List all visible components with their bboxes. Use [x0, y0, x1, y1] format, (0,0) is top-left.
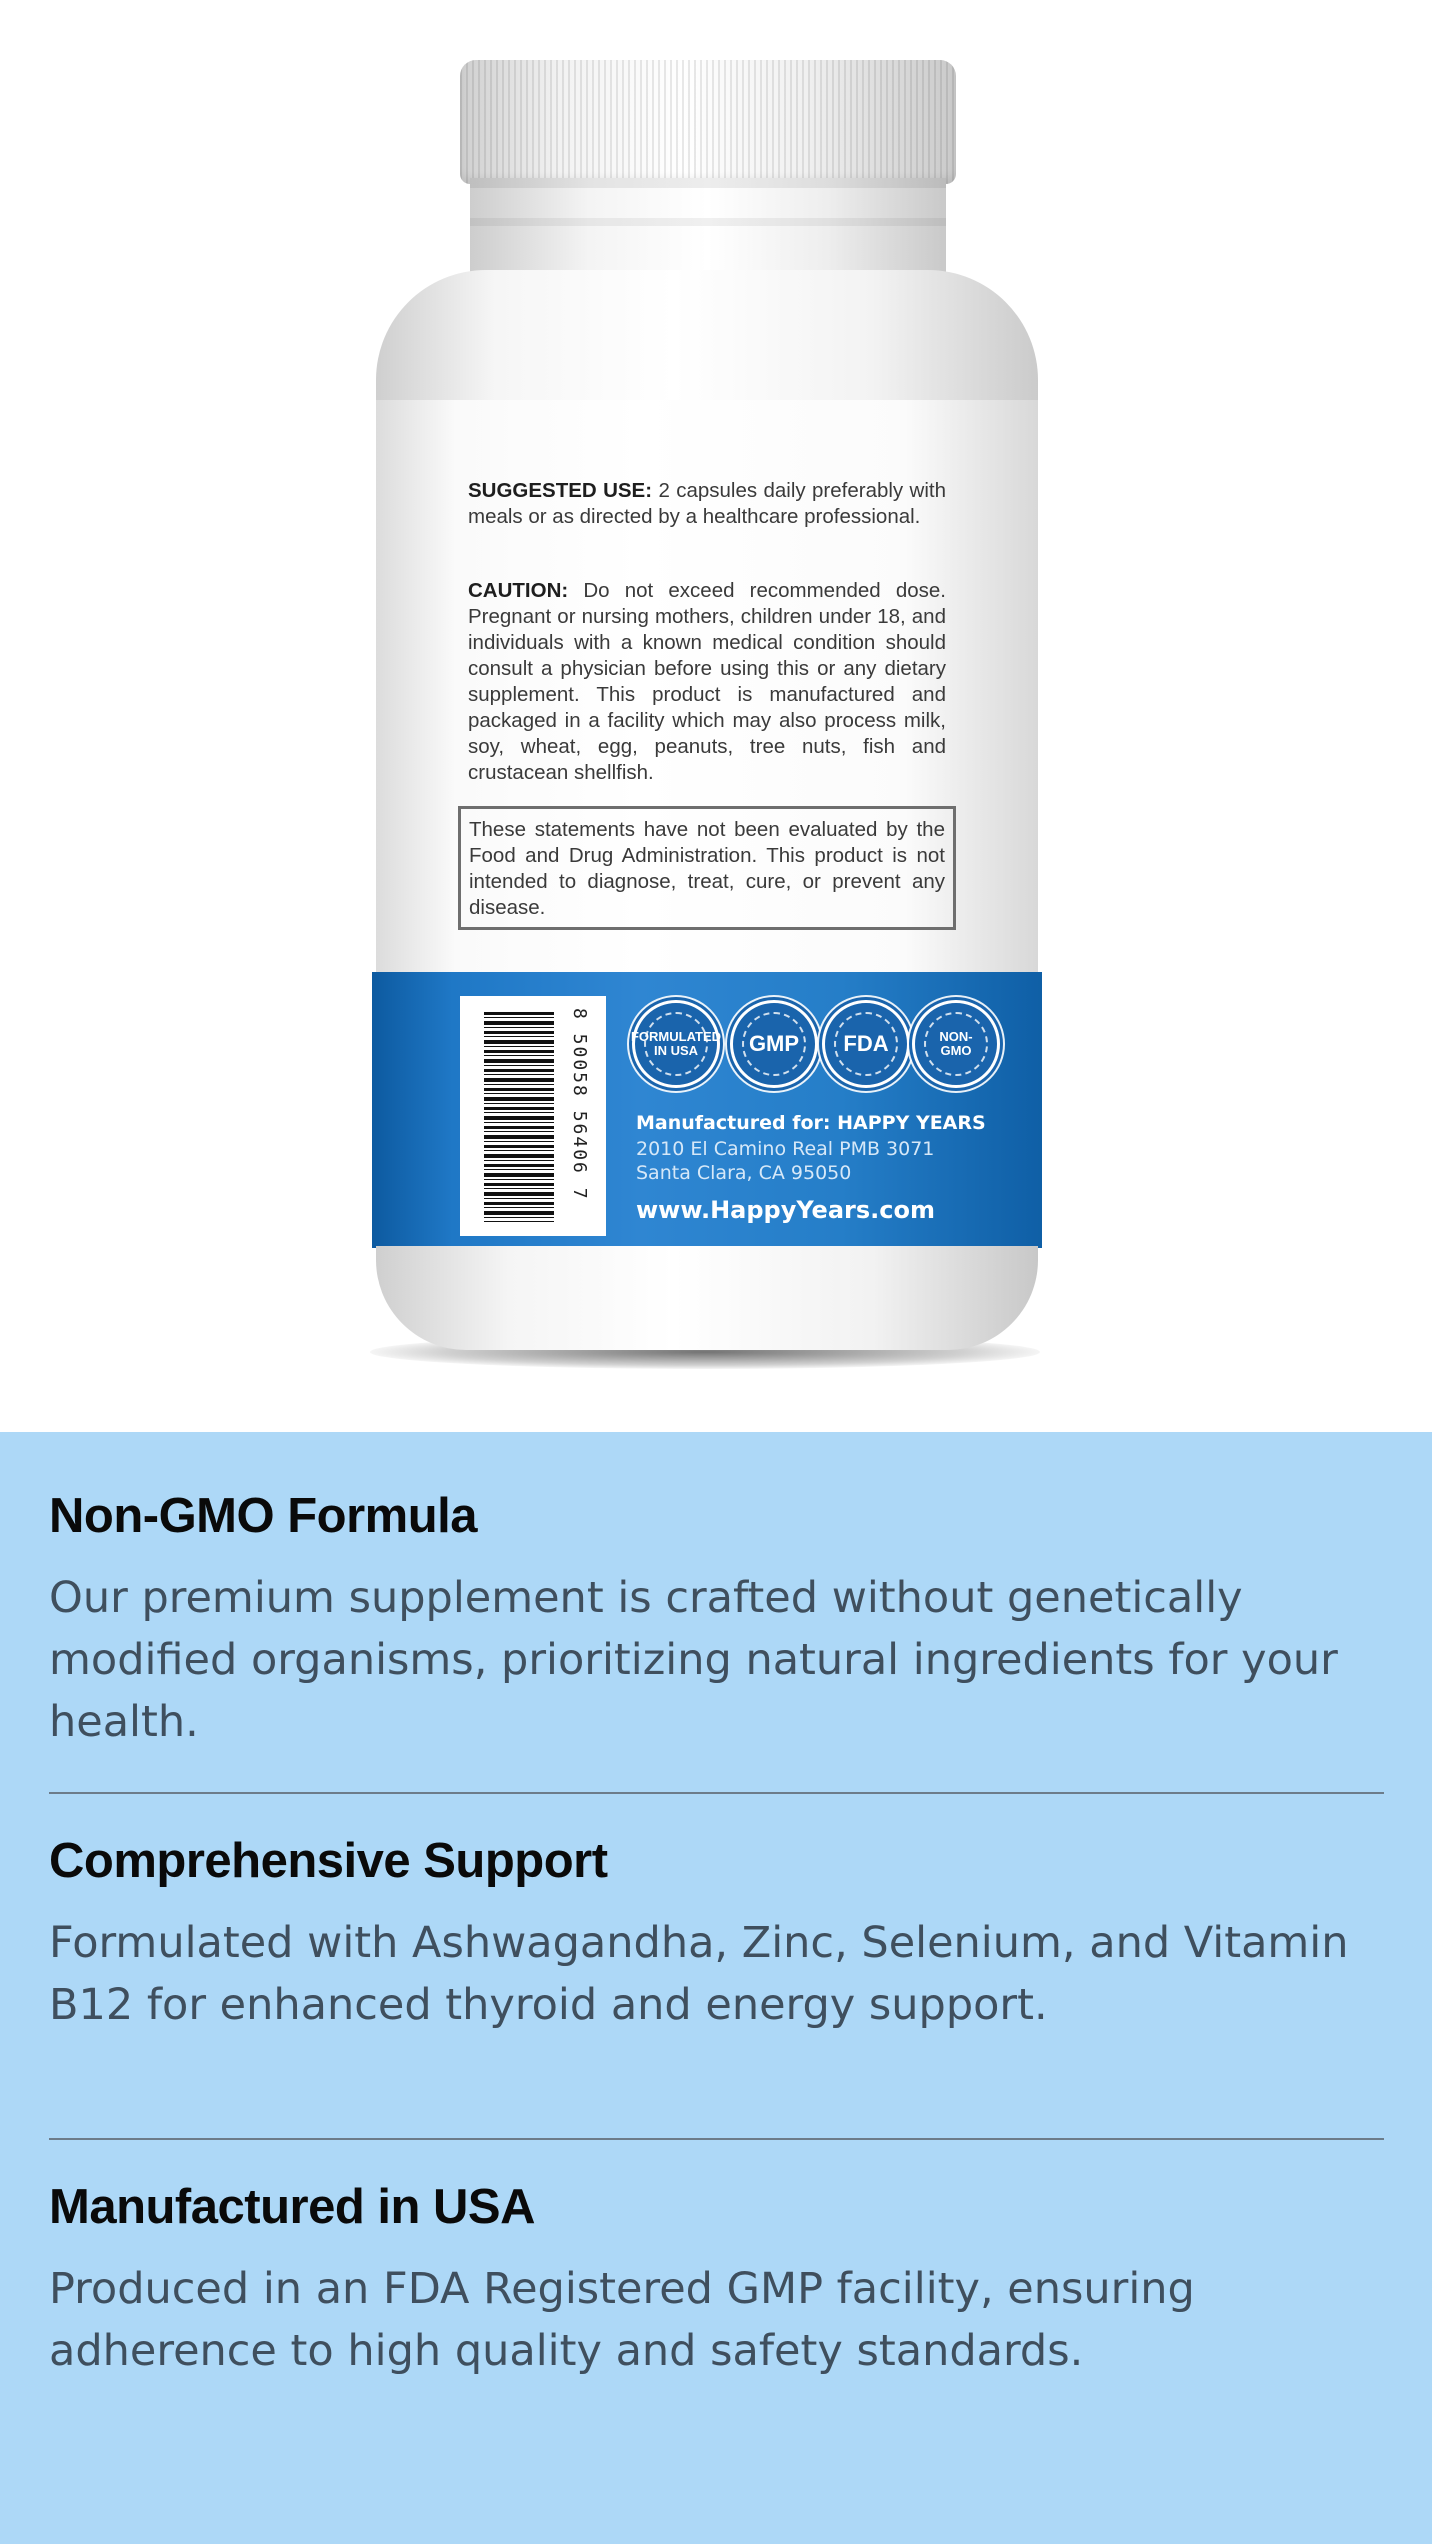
feature-non-gmo — [49, 1487, 1384, 1753]
feature-title: Manufactured in USA — [49, 2180, 535, 2234]
non-gmo-seal-icon — [912, 1000, 1000, 1088]
feature-description: Formulated with Ashwagandha, Zinc, Selenium, and Vitamin B12 for enhanced thyroid and energy support. — [49, 1918, 1349, 2030]
manufacturer-line: Manufactured for: HAPPY YEARS — [636, 1112, 986, 1134]
barcode — [460, 996, 606, 1236]
address-line-1: 2010 El Camino Real PMB 3071 — [636, 1138, 935, 1160]
gmp-seal-icon — [730, 1000, 818, 1088]
seal-label: FDA — [834, 1012, 898, 1076]
website-url: www.HappyYears.com — [636, 1196, 935, 1224]
formulated-in-usa-seal-icon — [632, 1000, 720, 1088]
feature-title: Comprehensive Support — [49, 1834, 608, 1888]
seal-label: GMP — [742, 1012, 806, 1076]
feature-manufactured-in-usa — [49, 2178, 1384, 2382]
barcode-bars — [484, 1012, 554, 1222]
divider — [49, 2138, 1384, 2140]
suggested-use-text: SUGGESTED USE: 2 capsules daily preferably with meals or as directed by a healthcare professional. — [468, 479, 946, 528]
fda-seal-icon — [822, 1000, 910, 1088]
feature-description: Produced in an FDA Registered GMP facility, ensuring adherence to high quality and safety standards. — [49, 2264, 1195, 2376]
barcode-digits: 8 50058 56406 7 — [569, 1008, 590, 1201]
address-line-2: Santa Clara, CA 95050 — [636, 1162, 852, 1184]
bottle-shoulder — [376, 270, 1038, 420]
fda-disclaimer-text: These statements have not been evaluated by the Food and Drug Administration. This product is not intended to diagnose, treat, cure, or prevent any disease. — [469, 818, 945, 919]
bottle-cap — [460, 60, 956, 184]
caution-text: CAUTION: Do not exceed recommended dose. Pregnant or nursing mothers, children under 18, and individuals with a known medical condition should consult a physician before using this or any dietary supplement. This product is manufactured and packaged in a facility which may also process milk, soy, wheat, egg, peanuts, tree nuts, fish and crustacean shellfish. — [468, 579, 946, 784]
feature-description: Our premium supplement is crafted without genetically modified organisms, prioritizing natural ingredients for your health. — [49, 1573, 1338, 1747]
bottle-base — [376, 1246, 1038, 1350]
seal-label: NON-GMO — [924, 1012, 988, 1076]
feature-title: Non-GMO Formula — [49, 1489, 478, 1543]
features-section — [0, 1432, 1432, 2544]
bottle-neck — [470, 178, 946, 278]
feature-comprehensive-support — [49, 1832, 1384, 2036]
seal-label: FORMULATED IN USA — [644, 1012, 708, 1076]
divider — [49, 1792, 1384, 1794]
fda-disclaimer-box — [458, 806, 956, 930]
